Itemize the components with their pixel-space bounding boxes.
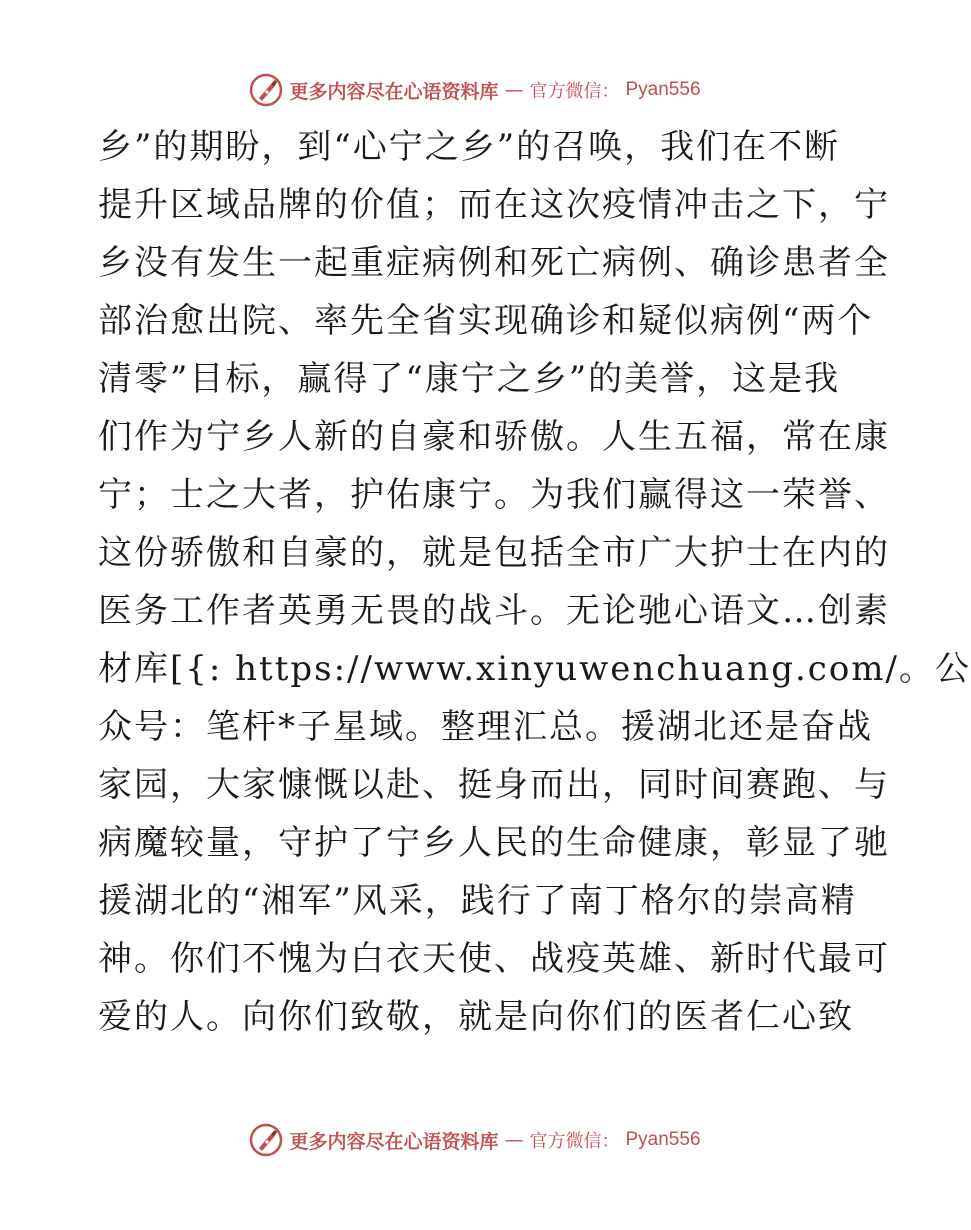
- body-line: 清零”目标，赢得了“康宁之乡”的美誉，这是我: [98, 359, 841, 399]
- header-site-name: 更多内容尽在心语资料库: [289, 80, 499, 103]
- body-line: 们作为宁乡人新的自豪和骄傲。人生五福，常在康: [98, 417, 890, 457]
- body-line: 提升区域品牌的价值；而在这次疫情冲击之下，宁: [98, 185, 890, 225]
- body-line: 乡”的期盼，到“心宁之乡”的召唤，我们在不断: [98, 127, 841, 167]
- body-line: 病魔较量，守护了宁乡人民的生命健康，彰显了驰: [98, 823, 890, 863]
- body-line: 爱的人。向你们致敬，就是向你们的医者仁心致: [98, 997, 854, 1037]
- body-line: 医务工作者英勇无畏的战斗。无论驰心语文…创素: [98, 591, 890, 631]
- header-wechat-label: 官方微信：: [529, 81, 620, 102]
- header-banner: [0, 70, 950, 110]
- body-line: 材库[{: https://www.xinyuwenchuang.com/。公: [98, 649, 971, 689]
- pen-nib-logo-icon: [249, 73, 283, 107]
- header-wechat-id: Pyan556: [625, 79, 701, 100]
- pen-nib-logo-icon: [249, 1123, 283, 1157]
- footer-banner: [0, 1120, 950, 1160]
- body-line: 这份骄傲和自豪的，就是包括全市广大护士在内的: [98, 533, 890, 573]
- body-line: 众号：笔杆*子星域。整理汇总。援湖北还是奋战: [98, 707, 873, 747]
- footer-site-name: 更多内容尽在心语资料库: [289, 1130, 499, 1153]
- body-line: 家园，大家慷慨以赴、挺身而出，同时间赛跑、与: [98, 765, 890, 805]
- body-line: 宁；士之大者，护佑康宁。为我们赢得这一荣誉、: [98, 475, 890, 515]
- header-separator: —: [504, 79, 524, 101]
- body-line: 援湖北的“湘军”风采，践行了南丁格尔的崇高精: [98, 881, 857, 921]
- body-line: 乡没有发生一起重症病例和死亡病例、确诊患者全: [98, 243, 890, 283]
- body-line: 神。你们不愧为白衣天使、战疫英雄、新时代最可: [98, 939, 890, 979]
- footer-wechat-label: 官方微信：: [529, 1131, 620, 1152]
- footer-wechat-id: Pyan556: [625, 1129, 701, 1150]
- footer-separator: —: [504, 1129, 524, 1151]
- body-line: 部治愈出院、率先全省实现确诊和疑似病例“两个: [98, 301, 874, 341]
- document-body: [98, 118, 971, 1046]
